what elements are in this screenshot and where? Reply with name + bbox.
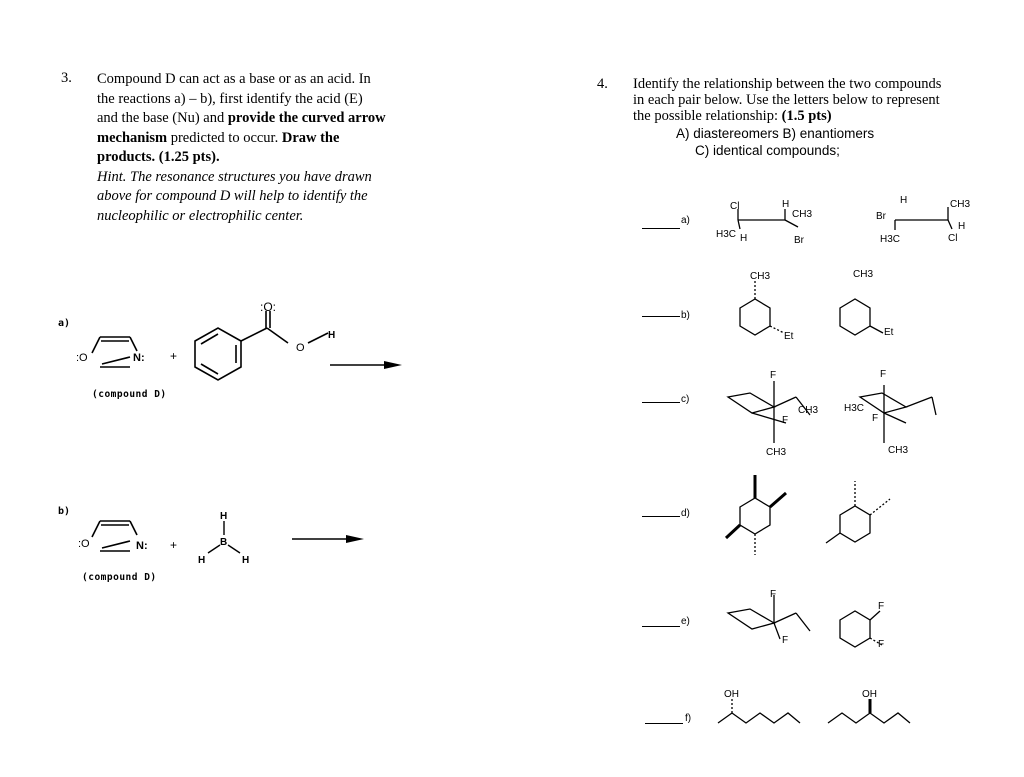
pa-r-h2: H bbox=[958, 221, 966, 232]
pair-f-label: f) bbox=[685, 713, 692, 724]
question-3-text: Compound D can act as a base or as an acid. In the reactions a) – b), first identify the acid (E) and the base (Nu) and provide the curved arrow mechanism predicted to occur. Draw the products. (1.25 pts). Hint. The resonance structures you have drawn above for compound D will help to identify the nucleophilic or electrophilic center. bbox=[97, 71, 386, 224]
pb-r-ch3: CH3 bbox=[853, 269, 874, 280]
pa-l-h3c: H3C bbox=[716, 229, 737, 240]
compound-d-ring-a bbox=[92, 337, 137, 367]
pc-r-f2: F bbox=[872, 413, 879, 424]
reaction-a-label: a) bbox=[58, 318, 71, 329]
pc-l-f1: F bbox=[770, 370, 777, 381]
q4-structures bbox=[700, 185, 1000, 745]
pc-l-f2: F bbox=[782, 415, 789, 426]
question-3-number: 3. bbox=[61, 70, 72, 86]
reaction-a-arrow bbox=[384, 361, 402, 369]
pe-l-f2: F bbox=[782, 635, 789, 646]
pb-r-et: Et bbox=[884, 327, 894, 338]
question-4-text: Identify the relationship between the two compounds in each pair below. Use the letters below to represent the possible relationship: (1.5 pts) bbox=[633, 76, 942, 124]
reaction-b-plus: + bbox=[170, 538, 178, 552]
pa-l-h2: H bbox=[782, 199, 790, 210]
reaction-b-arrow bbox=[346, 535, 364, 543]
pa-r-br: Br bbox=[876, 211, 886, 222]
pair-d-label: d) bbox=[681, 508, 690, 519]
pa-r-ch3: CH3 bbox=[950, 199, 971, 210]
pa-l-h: H bbox=[740, 233, 748, 244]
ring-a-oxygen: :O bbox=[76, 352, 88, 364]
pa-l-cl: Cl bbox=[730, 201, 740, 212]
pa-l-ch3: CH3 bbox=[792, 209, 813, 220]
pair-e-label: e) bbox=[681, 616, 690, 627]
borane-h-top: H bbox=[220, 511, 228, 522]
pc-r-f1: F bbox=[880, 369, 887, 380]
pc-l-ch3a: CH3 bbox=[798, 405, 819, 416]
pa-r-h: H bbox=[900, 195, 908, 206]
answer-blank-a[interactable] bbox=[642, 228, 680, 229]
ring-b-oxygen: :O bbox=[78, 538, 90, 550]
pair-c-label: c) bbox=[681, 394, 690, 405]
pe-l-f1: F bbox=[770, 589, 777, 600]
boron-atom: B bbox=[220, 537, 228, 548]
ring-b-nitrogen: N: bbox=[136, 540, 148, 552]
pa-l-br: Br bbox=[794, 235, 804, 246]
answer-blank-d[interactable] bbox=[642, 516, 680, 517]
pc-l-ch3b: CH3 bbox=[766, 447, 787, 458]
benzoic-acid bbox=[195, 311, 328, 380]
pe-r-f1: F bbox=[878, 601, 885, 612]
hydroxyl-oxygen: O bbox=[296, 342, 305, 354]
answer-blank-f[interactable] bbox=[645, 723, 683, 724]
reaction-a-plus: + bbox=[170, 349, 178, 363]
pc-r-ch3: CH3 bbox=[888, 445, 909, 456]
pf-r-oh: OH bbox=[862, 689, 877, 700]
borane-h-left: H bbox=[198, 555, 206, 566]
acid-hydrogen: H bbox=[328, 330, 336, 341]
question-4-number: 4. bbox=[597, 76, 608, 92]
pc-r-h3c: H3C bbox=[844, 403, 865, 414]
relationship-options: A) diastereomers B) enantiomers C) identical compounds; bbox=[676, 126, 875, 158]
answer-blank-b[interactable] bbox=[642, 316, 680, 317]
compound-d-ring-b bbox=[92, 521, 137, 551]
pa-r-cl: Cl bbox=[948, 233, 958, 244]
answer-blank-e[interactable] bbox=[642, 626, 680, 627]
pair-b-label: b) bbox=[681, 310, 690, 321]
pair-a-label: a) bbox=[681, 215, 690, 226]
borane-h-right: H bbox=[242, 555, 250, 566]
ring-a-nitrogen: N: bbox=[133, 352, 145, 364]
pe-r-f2: F bbox=[878, 639, 885, 650]
reaction-b-label: b) bbox=[58, 506, 71, 517]
compound-d-label-b: (compound D) bbox=[82, 572, 157, 583]
compound-d-label-a: (compound D) bbox=[92, 389, 167, 400]
pa-r-h3c: H3C bbox=[880, 234, 901, 245]
pb-l-et: Et bbox=[784, 331, 794, 342]
reaction-b-scheme bbox=[70, 505, 400, 575]
pb-l-ch3: CH3 bbox=[750, 271, 771, 282]
answer-blank-c[interactable] bbox=[642, 402, 680, 403]
pf-l-oh: OH bbox=[724, 689, 739, 700]
carbonyl-oxygen: :O: bbox=[260, 300, 277, 314]
